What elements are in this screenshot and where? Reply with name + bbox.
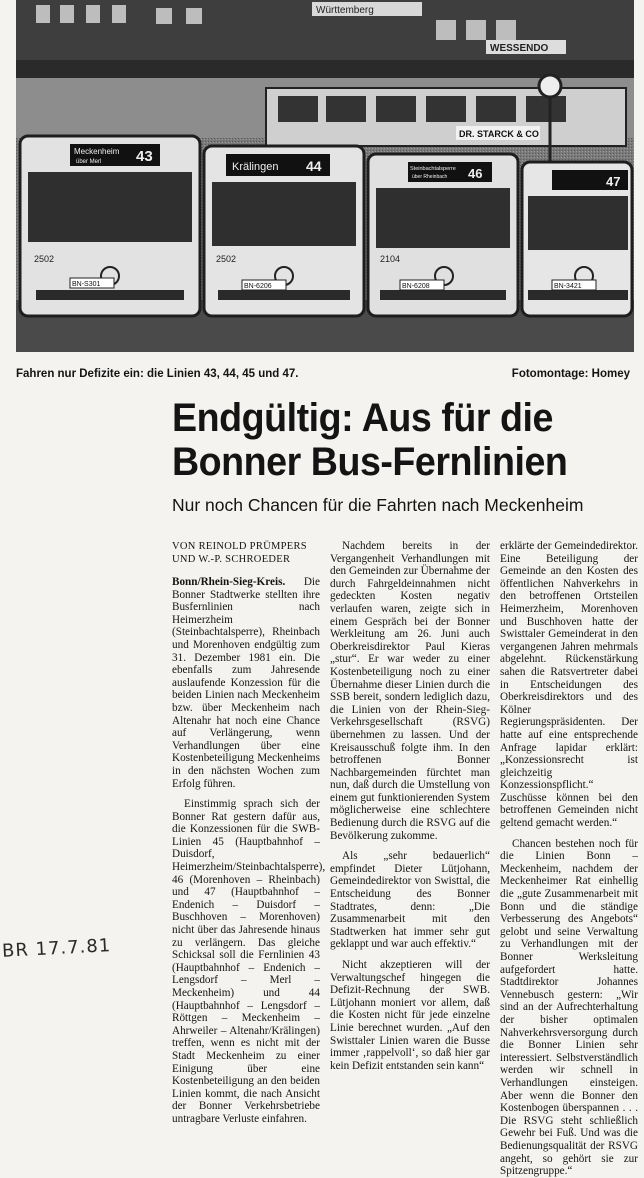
headline	[172, 396, 614, 484]
photo-credit: Fotomontage: Homey	[511, 368, 630, 380]
bus-46	[368, 154, 518, 316]
bus-46-via: über Rheinbach	[412, 174, 448, 180]
paragraph: Chancen bestehen noch für die Linien Bonn – Meckenheim, nachdem der Meckenheimer Rat einhellig die „gute Zusammenarbeit mit Bonn und die ständige Verbesserung des Angebots“ gelobt und seine Verwaltung zu Verhandlungen mit der Bonner Werksleitung aufgefordert hatte. Stadtdirektor Johannes Vennebusch gestern: „Wir sind an der Aufrechterhaltung der bisher optimalen Nahverkehrsversorgung durch die Bonner Linien sehr interessiert. Selbstverständlich werden wir schnell in Verhandlungen einsteigen. Aber wenn die Bonner den Kostenbogen überspannen . . . Die RSVG steht schließlich Gewehr bei Fuß. Und was die Bedienungsqualität der RSVG angeht, so gehört sie zur Spitzengruppe.“	[500, 837, 638, 1178]
bus-47-number: 47	[606, 174, 621, 189]
bus-43-destination: Meckenheim	[74, 147, 120, 156]
bus-46-fleet: 2104	[380, 254, 401, 264]
photo-caption-row	[16, 368, 634, 386]
bus-43-plate: BN-S301	[72, 281, 101, 288]
dateline: Bonn/Rhein-Sieg-Kreis.	[172, 576, 286, 588]
bus-46-destination: Steinbachtalsperre	[410, 166, 456, 172]
bus-43-via: über Merl	[76, 159, 102, 165]
shop-sign: DR. STARCK & CO	[459, 129, 539, 139]
bus-photo-drawing	[16, 0, 634, 352]
paragraph: Nachdem bereits in der Vergangenheit Verhandlungen mit den Gemeinden zur Übernahme der durch Fahrgeldeinnahmen nicht gedeckten Kosten negativ verlaufen waren, zeigte sich in einem Gespräch bei der Bonner Werkleitung am 26. Juni auch Oberkreisdirektor Paul Kieras „stur“. Er war weder zu einer Kostenbeteiligung noch zu einer Übernahme dieser Linien durch die SSB bereit, sondern lediglich dazu, die Linien von der Rhein-Sieg-Verkehrsgesellschaft (RSVG) übernehmen zu lassen. Und der Kreisausschuß folgte ihm. In den betroffenen Bonner Nachbargemeinden fürchtet man nun, daß durch die Umstellung von einem gut funktionierenden System möglicherweise eine schlechtere Bedienung durch die RSVG auf die Bevölkerung zukomme.	[330, 540, 490, 842]
article-column-3	[500, 540, 638, 1178]
bus-44	[204, 146, 364, 316]
article-column-1	[172, 540, 326, 1125]
subheadline: Nur noch Chancen für die Fahrten nach Meckenheim	[172, 495, 584, 515]
bus-44-plate: BN-6206	[244, 283, 272, 290]
paragraph-text: Die Bonner Stadtwerke stellten ihre Busfernlinien nach Heimerzheim (Steinbachtalsperre), Rheinbach und Morenhoven endgültig zum 31. Dezember 1981 ein. Die ebenfalls zum Jahresende auslaufende Konzession für die beiden Linien nach Meckenheim bzw. über Meckenheim nach Altenahr hat noch eine Chance auf Verlängerung, wenn Verhandlungen über eine Kostenbeteiligung Meckenheims in den nächsten Wochen zum Erfolg führen.	[172, 576, 320, 790]
bus-43-fleet: 2502	[34, 254, 55, 264]
headline-line-2: Bonner Bus-Fernlinien	[172, 440, 568, 484]
bus-44-fleet: 2502	[216, 254, 237, 264]
headline-line-1: Endgültig: Aus für die	[172, 396, 553, 440]
photo-caption: Fahren nur Defizite ein: die Linien 43, 44, 45 und 47.	[16, 368, 299, 380]
byline	[172, 540, 320, 566]
byline-line-2: UND W.-P. SCHROEDER	[172, 554, 291, 565]
bus-43	[20, 136, 200, 316]
bus-46-plate: BN-6208	[402, 283, 430, 290]
article-column-2	[330, 540, 490, 1072]
paragraph: Einstimmig sprach sich der Bonner Rat gestern dafür aus, die Konzessionen für die SWB-Linien 45 (Hauptbahnhof – Duisdorf, Heimerzheim/Steinbachtalsperre), 46 (Morenhoven – Rheinbach) und 47 (Hauptbahnhof – Endenich – Duisdorf – Buschhoven – Morenhoven) nicht über das Jahresende hinaus zu verlängern. Das gleiche Schicksal soll die Fernlinien 43 (Hauptbahnhof – Endenich – Lengsdorf – Merl – Meckenheim) und 44 (Hauptbahnhof – Lengsdorf – Röttgen – Meckenheim – Ahrweiler – Altenahr/Krälingen) treffen, wenn es nicht mit der Stadt Meckenheim zu einer Einigung über eine Kostenbeteiligung an den beiden Linien kommt, die nach Ansicht der Bonner Verkehrsbetriebe untragbare Verluste einfahren.	[172, 798, 326, 1125]
paragraph	[172, 576, 320, 790]
bus-44-number: 44	[306, 158, 322, 174]
paragraph: Nicht akzeptieren will der Verwaltungschef hingegen die Defizit-Rechnung der SWB. Lütjohann moniert vor allem, daß die Kosten nicht für jede einzelne Linie berechnet wurden. „Auf den Swisttaler Linien waren die Busse immer ‚rappelvoll‘, so daß hier gar kein Defizit entstanden sein kann“	[330, 959, 490, 1072]
paragraph: Als „sehr bedauerlich“ empfindet Dieter Lütjohann, Gemeindedirektor von Swisttal, die Entscheidung des Bonner Stadtrates, denn: „Die Zusammenarbeit mit den Stadtwerken hat immer sehr gut geklappt und war auch effektiv.“	[330, 850, 490, 951]
bus-photo	[16, 0, 634, 352]
bus-44-destination: Krälingen	[232, 161, 279, 173]
bus-46-number: 46	[468, 166, 483, 181]
building-sign: Württemberg	[316, 5, 374, 16]
bus-47-plate: BN-3421	[554, 283, 582, 290]
bus-47	[522, 162, 632, 316]
byline-line-1: VON REINOLD PRÜMPERS	[172, 541, 307, 552]
bus-43-number: 43	[136, 148, 153, 165]
handwritten-note: BR 17.7.81	[1, 935, 112, 962]
building-sign-2: WESSENDO	[490, 43, 549, 54]
paragraph: erklärte der Gemeindedirektor. Eine Beteiligung der Gemeinde an den Kosten des öffentlichen Nahverkehrs in den betroffenen Ortsteilen Heimerzheim, Morenhoven und Buschhoven hatte der Swisttaler Gemeinderat in den vergangenen Jahren mehrmals abgelehnt. Rückenstärkung sahen die Ratsvertreter dabei in Entscheidungen des Oberkreisdirektors und des Kölner Regierungspräsidenten. Der hatte auf eine entsprechende Anfrage lapidar erklärt: „Konzessionsrecht ist gleichzeitig Konzessionspflicht.“ Zuschüsse können bei den betroffenen Gemeinden nicht geltend gemacht werden.“	[500, 540, 638, 830]
